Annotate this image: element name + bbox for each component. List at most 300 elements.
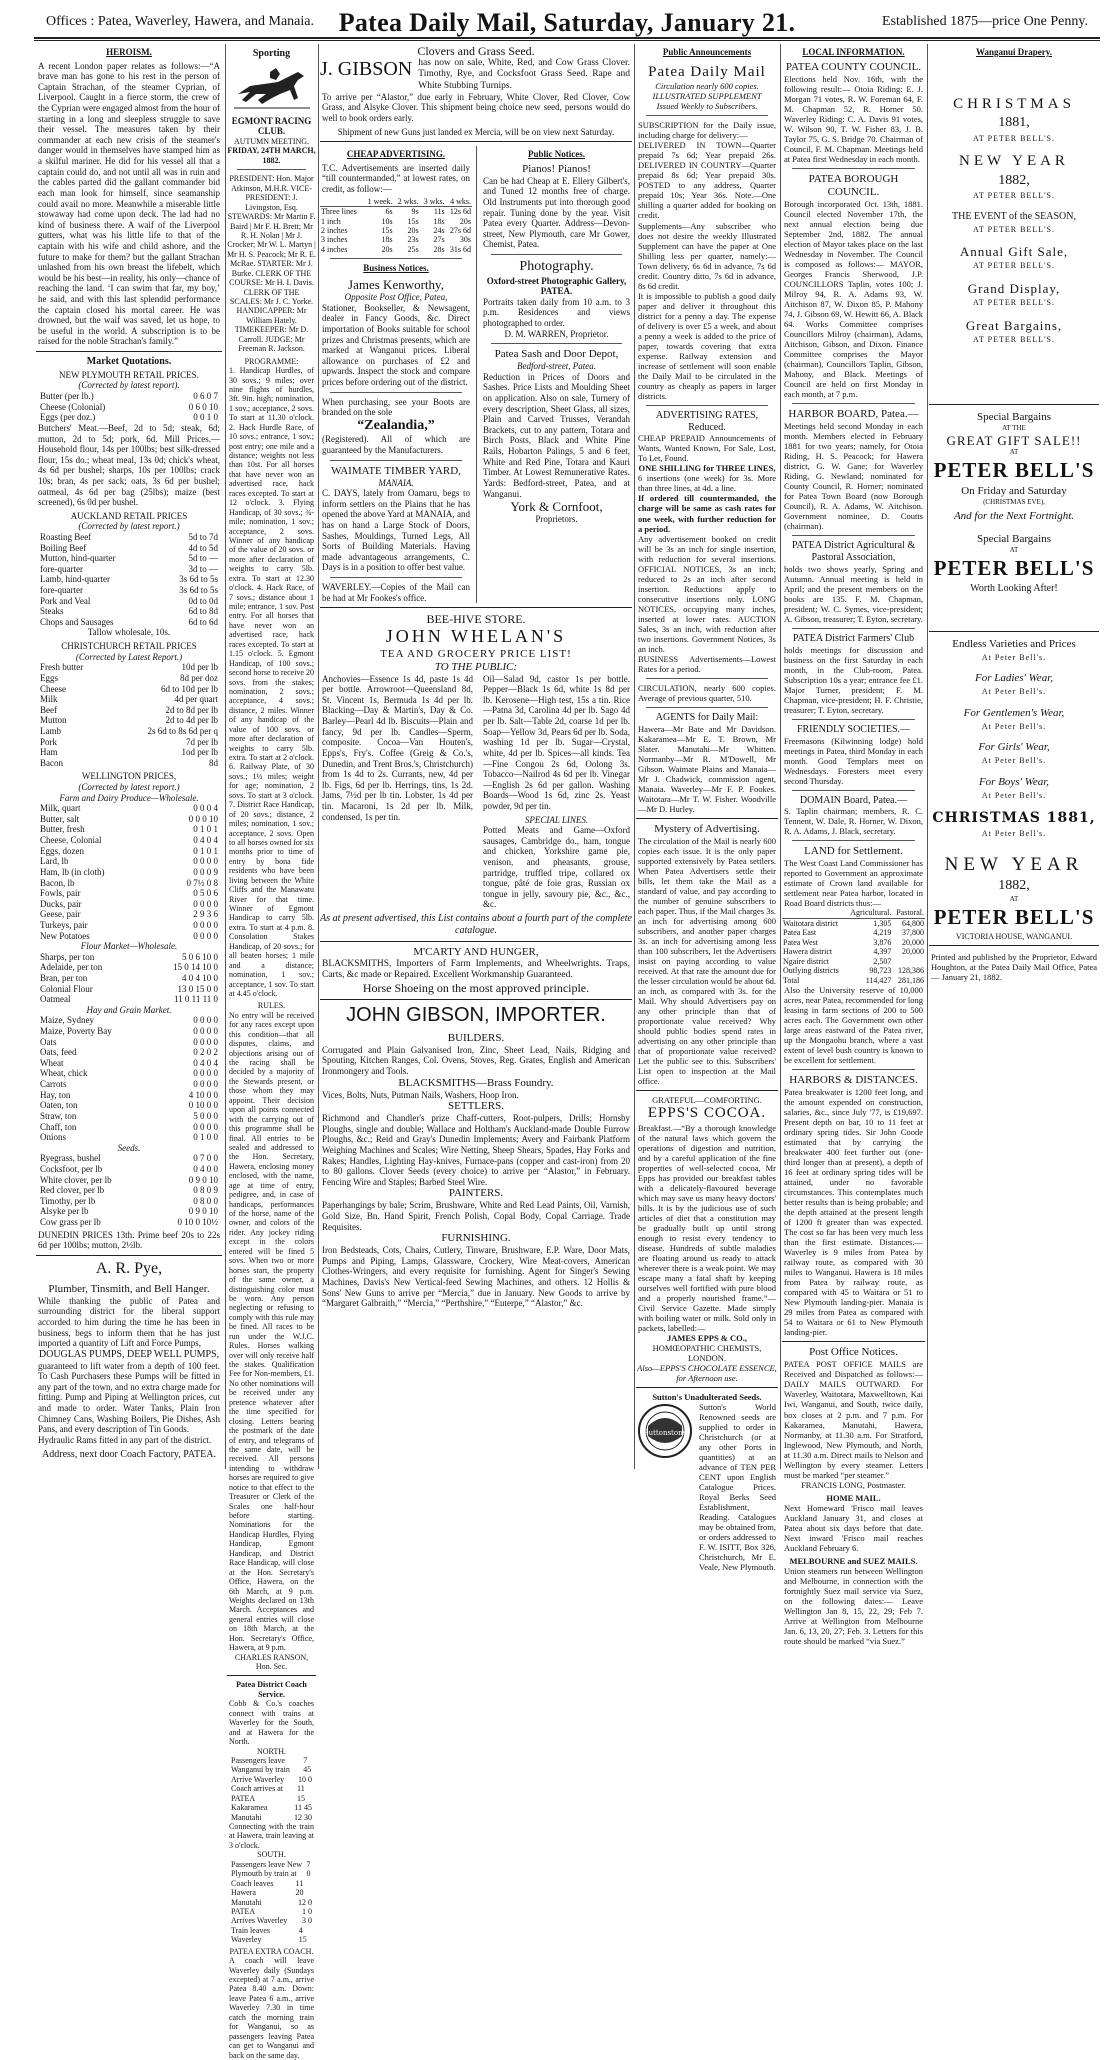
- paper-name: Patea Daily Mail: [648, 63, 766, 80]
- price-row: [40, 1079, 218, 1090]
- row-cell: 12 30: [294, 1812, 312, 1822]
- row-cell: Eggs (per doz.): [40, 412, 96, 423]
- column-heroism-market: [36, 44, 222, 1469]
- price-row: [40, 1026, 218, 1037]
- adv-ordered: If ordered till countermanded, the charge will be same as cash rates for one week, with further reduction for a period.: [638, 493, 776, 534]
- row-cell: 6d to 8d: [188, 606, 218, 617]
- at-peter-bells: AT PETER BELL'S.: [973, 224, 1055, 234]
- row-cell: Bacon: [40, 757, 63, 768]
- event-of-season: THE EVENT of the SEASON,: [952, 210, 1076, 222]
- cheap-advertising-text: T.C. Advertisements are inserted daily “till countermanded,” at lowest rates, on credit, as follow:—: [322, 162, 470, 195]
- timetable-row: [231, 1756, 312, 1775]
- price-row: [40, 835, 218, 846]
- catalogue-note: As at present advertised, this List contains about a fourth part of the complete catalogue.: [320, 913, 632, 936]
- timetable-row: [231, 1784, 312, 1803]
- peter-bells-name-3: PETER BELL'S: [933, 905, 1095, 930]
- table-cell: Agricultural.: [845, 908, 892, 918]
- gentlemen-wear: For Gentlemen's Wear,: [963, 706, 1065, 719]
- seal-lettering: Suttonstons: [643, 1429, 687, 1438]
- row-cell: Coach leaves Hawera: [231, 1878, 274, 1898]
- row-cell: 0 4 0 4: [193, 835, 218, 846]
- price-row: [40, 1122, 218, 1133]
- farmers-club-text: holds meetings for discussion and business on the first Saturday in each month, in the Club-room, Patea. Subscription 10s a year; entrance fee £1. Major Turner, president; F. M. Chapman, vice-president; H. F. Christie, treasurer; T. Eyton, secretary.: [784, 644, 923, 715]
- table-cell: 4,397: [873, 947, 892, 957]
- announcements-heading: Public Announcements: [662, 47, 752, 57]
- row-cell: Red clover, per lb: [40, 1185, 105, 1196]
- heroism-heading: HEROISM.: [106, 47, 152, 57]
- price-row: [40, 543, 218, 554]
- table-cell: 37,800: [902, 928, 924, 938]
- grand-display: Grand Display,: [967, 280, 1061, 296]
- timetable-row: [231, 1775, 312, 1784]
- seed-heading: Clovers and Grass Seed.: [417, 44, 535, 58]
- kenworthy-name: James Kenworthy,: [348, 276, 444, 292]
- victoria-house: VICTORIA HOUSE, WANGANUI.: [955, 931, 1073, 941]
- worth-looking: Worth Looking After!: [970, 583, 1058, 595]
- year-1882: 1882,: [998, 172, 1030, 188]
- gibson-importer: JOHN GIBSON, IMPORTER.: [346, 1004, 606, 1027]
- row-cell: 5 0 6 10 0: [182, 951, 218, 962]
- row-cell: Straw, ton: [40, 1110, 77, 1121]
- row-cell: Ryegrass, bushel: [40, 1153, 101, 1164]
- mccarty-heading: M'CARTY AND HUNGER,: [413, 945, 539, 958]
- row-cell: 1 0: [302, 1906, 312, 1916]
- row-cell: Butter, salt: [40, 813, 80, 824]
- york-sub: Proprietors.: [535, 514, 578, 525]
- price-row: [40, 1058, 218, 1069]
- hay-heading: Hay and Grain Market.: [86, 1004, 172, 1015]
- row-cell: Cheese: [40, 683, 66, 694]
- row-cell: Lard, lb: [40, 856, 69, 867]
- price-row: [40, 1100, 218, 1111]
- south-timetable: [227, 1860, 316, 1945]
- kenworthy-sub: Opposite Post Office, Patea,: [344, 292, 448, 303]
- county-council-heading: PATEA COUNTY COUNCIL.: [785, 60, 922, 73]
- post-office-text: PATEA POST OFFICE MAILS are Received and Dispatched as follows:— DAILY MAILS OUTWARD. For Waverley, Waitotara, Maxwelltown, Kai Iwi, Wanganui, and South, twice daily, box closes at 2 p.m. and 7 p.m. For Kakaramea, Manutahi, Hawera, Normanby, at 11.30 a.m. For Stratford, Inglewood, New Plymouth, and North, at 11.30 a.m. Direct mails to Nelson and Wellington by every steamer. Letters must be marked “per steamer.”: [784, 1359, 923, 1480]
- domain-board-text: S. Taplin chairman; members, R. C. Tennent, W. Dale, R. Horner, W. Dixon, R. A. Adams, J. Black, secretary.: [784, 806, 923, 837]
- row-cell: 13 0 15 0 0: [177, 983, 218, 994]
- row-cell: Fresh butter: [40, 662, 84, 673]
- row-cell: 0 10 0 0: [188, 1100, 218, 1111]
- row-cell: Bran, per ton: [40, 972, 88, 983]
- boys-wear: For Boys' Wear,: [978, 775, 1050, 788]
- endless-varieties: Endless Varieties and Prices: [952, 637, 1076, 650]
- settlers-heading: SETTLERS.: [448, 1100, 504, 1113]
- price-row: [40, 662, 218, 673]
- row-cell: Cocksfoot, per lb: [40, 1163, 103, 1174]
- row-cell: 0d to 0d: [188, 595, 218, 606]
- coach-text: Cobb & Co.'s coaches connect with trains at Waverley for the South, and at Hawera for the North.: [229, 1699, 314, 1747]
- row-cell: Onions: [40, 1132, 67, 1143]
- top-rule-thin: [34, 40, 1100, 41]
- row-cell: Passengers leave Wanganui by train: [231, 1755, 290, 1775]
- table-cell: Patea East: [783, 928, 817, 938]
- great-bargains: Great Bargains,: [965, 317, 1063, 333]
- table-cell: 12s 6d: [449, 207, 471, 217]
- row-cell: Fowls, pair: [40, 888, 81, 899]
- row-cell: Beef: [40, 704, 57, 715]
- row-cell: 0 1 0 0: [193, 1132, 218, 1143]
- row-cell: 0 6 0 10: [188, 401, 218, 412]
- row-cell: 4 10 0 0: [188, 1089, 218, 1100]
- row-cell: Oaten, ton: [40, 1100, 78, 1111]
- masthead-offices: Offices : Patea, Waverley, Hawera, and Manaia.: [46, 14, 314, 29]
- row-cell: 7d per lb: [186, 736, 218, 747]
- price-row: [40, 1164, 218, 1175]
- row-cell: Bacon, lb: [40, 877, 75, 888]
- row-cell: Pork and Veal: [40, 595, 91, 606]
- table-cell: Patea West: [783, 937, 818, 947]
- price-row: [40, 532, 218, 543]
- pye-text2: guaranteed to lift water from a depth of 100 feet. To Cash Purchasers these Pumps will be fitted in any part of the town, and no extra charge made for fitting. Pump and Piping at Wellington prices, cut and made to order. Water Tanks, Plain Iron Chimney Cans, Washing Boilers, Pie Dishes, Ash Pans, and every description of Tin Goods.: [38, 1360, 221, 1435]
- row-cell: Arrives Waverley: [231, 1916, 288, 1926]
- table-cell: 3,876: [873, 937, 892, 947]
- price-row: [40, 984, 218, 995]
- circulation-text: CIRCULATION, nearly 600 copies. Average of previous quarter, 510.: [638, 682, 776, 703]
- row-cell: 4d per quart: [174, 694, 218, 705]
- blacksmiths-text: Vices, Bolts, Nuts, Putman Nails, Washers, Hoop Iron.: [322, 1089, 519, 1100]
- table-cell: [782, 908, 845, 918]
- special-bargains-2: Special Bargains: [976, 533, 1052, 546]
- price-row: [40, 758, 218, 769]
- row-cell: Adelaide, per ton: [40, 962, 103, 973]
- york-cornfoot: York & Cornfoot,: [510, 499, 603, 515]
- table-cell: 20,000: [902, 947, 924, 957]
- timetable-row: [231, 1898, 312, 1907]
- price-row: [40, 952, 218, 963]
- sporting-heading: Sporting: [252, 48, 291, 59]
- column-divider: [927, 44, 928, 1469]
- grateful-comforting: GRATEFUL—COMFORTING.: [652, 1095, 762, 1106]
- painters-heading: PAINTERS.: [448, 1187, 504, 1200]
- table-header-row: [782, 908, 925, 918]
- grocery-list-left: Anchovies—Essence 1s 4d, paste 1s 4d per bottle. Arrowroot—Queensland 8d, St. Vincent 1s, Bermuda 1s 4d per lb. Blacking—Day & Martin's, Day & Co. Barley—Pearl 4d lb. Biscuits—Plain and fancy, 9d per lb. Candles—Sperm, composite. Cocoa—Van Houten's, Epps's, Fry's. Coffee (Greig & Co.'s, Dunedin, and Trent Bros.'s, Christchurch) from 1s 4d to 2s. Currants, new, 4d per lb. Figs, 6d per lb. Herrings, tins, 1s 2d. Jams, 7½d per lb tin. Lobster, 1s 4d per tin. Macaroni, 1s 2d per lb. Milk, condensed, 1s per tin.: [322, 673, 473, 822]
- table-cell: 1 week.: [363, 197, 394, 207]
- painters-text: Paperhangings by bale; Scrim, Brushware, White and Red Lead Paints, Oil, Varnish, Gold Size, Bn. Hand Spirit, French Polish, Copal Body, Copal Carriage. Trade Requisites.: [322, 1200, 630, 1232]
- price-row: [40, 1196, 218, 1207]
- flour-heading: Flour Market—Wholesale.: [80, 941, 178, 952]
- column-sporting: [227, 44, 316, 2060]
- north-timetable: [227, 1756, 316, 1822]
- at-pb-6: At Peter Bell's.: [981, 828, 1047, 838]
- row-cell: Boiling Beef: [40, 542, 87, 553]
- row-cell: 8d: [209, 757, 218, 768]
- epps-company: JAMES EPPS & CO.,: [666, 1333, 748, 1344]
- price-row: [40, 1175, 218, 1186]
- rules-text: No entry will be received for any races except upon this condition—that all disputes, claims, and objections arising out of the racing shall be decided by a majority of the Stewards present, or those whom they may appoint. Their decision upon all points connected with the carrying out of this programme shall be final. All entries to be sealed and addressed to the Hon. Secretary, Hawera, enclosing money enclosed, with the name, age at time of entry, pedigree, and, in case of handicaps, performances of the horse, name of the owner, and colors of the rider. Any jockey riding except in the colors entered will be fined 5 sovs. When two or more horses start, the property of the same owner, a distinguishing color must be worn. Any person neglecting or refusing to comply with this rule may be fined. All races to be run under the W.J.C. Rules. Horses walking over will only receive half the stakes. Qualification Fee for Non-members, £1. No other nominations will be received under any pretence whatever after the time specified for closing. Letters bearing the postmark of the date of entry, and telegrams of the same date, will be received. All persons intending to withdraw horses are required to give notice to that effect to the Treasurer or Clerk of the Scales one half-hour before starting. Nominations for the Handicap Hurdles, Flying Handicap, Egmont Handicap, and District Race Handicap, will close at the Hon. Secretary's Office, Hawera, on the 6th March, at 9 p.m. Weights declared on 13th March. Acceptances and general entries will close on 18th March, at the Hon. Secretary's Office, Hawera, at 9 p.m.: [229, 1010, 314, 1653]
- mystery-text: The circulation of the Mail is nearly 600 copies each issue. It is the only paper supported extensively by Patea settlers. When Patea Advertisers settle their bills, let them take the Mail as a standard of value, and pay according to the number of genuine subscribers to each paper. Thus, if the Mail charges 3s. an inch for advertising among 600 subscribers, and another paper charges 3s. an inch for advertising among less than 100 subscribers, let the Advertisers insist on paying according to value received. At that rate the amount due for the lesser circulation would be about 6d. an inch, as compared with 3s. for the Mail. Why should Advertisers pay on any other principle than that of proportionate value received? Why should public bodies spend rates in advertising on any other principle than that of proportionate value received? Let the public see to this. Subscribers' List open to inspection at the Mail office.: [638, 835, 776, 1087]
- table-cell: 20,000: [902, 937, 924, 947]
- row-cell: 0 7½ 0 8: [186, 877, 218, 888]
- table-cell: Total: [783, 975, 800, 985]
- pye-name: A. R. Pye,: [95, 1259, 163, 1277]
- ladies-wear: For Ladies' Wear,: [974, 672, 1054, 685]
- row-cell: 4d to 5d: [188, 542, 218, 553]
- table-cell: 18s: [433, 216, 445, 226]
- row-cell: 0 0 0 0: [193, 1015, 218, 1026]
- table-row: [320, 207, 472, 217]
- at-word-3: AT: [1009, 894, 1019, 903]
- table-cell: 15s: [407, 216, 419, 226]
- masthead-title: Patea Daily Mail, Saturday, January 21.: [338, 8, 796, 37]
- special-lines-heading: SPECIAL LINES.: [524, 814, 589, 825]
- home-mail-heading: HOME MAIL.: [826, 1492, 881, 1503]
- row-cell: 3d to —: [188, 563, 218, 574]
- north-heading: NORTH.: [256, 1746, 287, 1756]
- table-cell: Pastoral.: [892, 908, 925, 918]
- year-1881: 1881,: [998, 115, 1030, 131]
- gibson-name: J. GIBSON: [320, 58, 413, 81]
- price-row: [40, 973, 218, 984]
- row-cell: 12 0: [298, 1897, 312, 1907]
- christmas-eve: (CHRISTMAS EVE),: [983, 497, 1045, 506]
- wel-heading: WELLINGTON PRICES,: [81, 771, 177, 782]
- row-cell: Geese, pair: [40, 909, 81, 920]
- row-cell: 0 10 0 10½: [177, 1217, 218, 1227]
- epps-also: Also—EPPS'S CHOCOLATE ESSENCE, for Afternoon use.: [637, 1363, 777, 1384]
- new-year-word: NEW YEAR: [959, 153, 1069, 170]
- table-cell: Waitotara district: [783, 918, 839, 928]
- table-cell: 15s: [381, 225, 393, 235]
- new-year-large: NEW YEAR: [944, 853, 1084, 875]
- mccarty-text: BLACKSMITHS, Importers of Farm Implements, and Wheelwrights. Traps, Carts, &c made or Repaired. Excellent Workmanship Guaranteed.: [322, 958, 630, 980]
- row-cell: 0 4 0 0: [193, 1163, 218, 1174]
- adv-rates-heading: ADVERTISING RATES, Reduced.: [655, 409, 759, 433]
- row-cell: 4 15: [298, 1925, 307, 1945]
- table-cell: 64,800: [902, 918, 924, 928]
- row-cell: Butter (per lb.): [40, 391, 94, 402]
- price-row: [40, 899, 218, 910]
- row-cell: Cheese, Colonial: [40, 835, 102, 846]
- price-row: [40, 553, 218, 564]
- table-cell: 98,723: [869, 966, 892, 976]
- row-cell: Ham, lb (in cloth): [40, 866, 105, 877]
- row-cell: Oatmeal: [40, 994, 71, 1005]
- row-cell: 7 0: [306, 1859, 311, 1879]
- borough-council-text: Borough incorporated Oct. 13th, 1881. Council elected November 17th, the next annual election being due September 2nd, 1882. The annual election of Mayor takes place on the last Wednesday in November. The Council is composed as follows:— MAYOR, Georges Francis Sherwood, J.P. COUNCILLORS Taplin, votes 100; J. Milroy 94, R. A. Adams 93, W. Aitchison 87, W. Dixon 85, P. Mahony 74, J. Gibson 69, W. Hewitt 66, A. Black 64. Works Committee comprises Councillors Milroy (chairman), Adams, Aitchison, Gibson, and Dixon. Finance Committee comprises the Mayor (chairman), Councillors Taplin, Gibson, Mahony, and Black. Meetings of Council are held on first Monday in each month, at 7 p.m.: [784, 198, 923, 399]
- mystery-heading: Mystery of Advertising.: [654, 822, 760, 835]
- table-cell: 1 inch: [321, 216, 341, 226]
- row-cell: 0 0 1 0: [193, 412, 218, 423]
- table-cell: 2,507: [873, 956, 892, 966]
- price-row: [40, 684, 218, 695]
- price-row: [40, 715, 218, 726]
- timetable-row: [231, 1813, 312, 1822]
- price-row: [40, 1068, 218, 1079]
- pye-trade: Plumber, Tinsmith, and Bell Hanger.: [48, 1282, 210, 1295]
- row-cell: Alsyke per lb: [40, 1206, 89, 1217]
- ch-sub: (Corrected by Latest Report.): [75, 651, 183, 662]
- table-cell: Ngaire district: [783, 956, 829, 966]
- row-cell: Maize, Sydney: [40, 1015, 94, 1026]
- row-cell: 8d per doz: [180, 672, 218, 683]
- price-row: [40, 846, 218, 857]
- np-prices-text: Butchers' Meat.—Beef, 2d to 5d; steak, 6d; mutton, 2d to 5d; pork, 6d. Mill Prices.—Household flour, 14s per 100lbs; best silk-dressed flour, 15s do.; wheat meal, 13s 0d; chick's wheat, 4s 6d per bushel; sharps, 10s per 100lbs; crack 10s; bran, 4s per sack; oats, 3s 6d per bushel; oatmeal, 4s 6d per bag (25lbs); maize (best screened), 6s 0d per bushel.: [38, 422, 220, 508]
- drapery-heading: Wanganui Drapery.: [975, 47, 1052, 57]
- row-cell: 0 0 0 0: [193, 1079, 218, 1090]
- row-cell: 4 0 4 10 0: [182, 972, 218, 983]
- row-cell: Passengers leave New Plymouth by train at: [231, 1859, 303, 1879]
- row-cell: PATEA: [231, 1906, 256, 1916]
- auck-price-rows: [36, 532, 222, 627]
- row-cell: 0 9 0 10: [188, 1206, 218, 1217]
- guns-notice: Shipment of new Guns just landed ex Mercia, will be on view next Saturday.: [337, 126, 615, 137]
- table-cell: 20s: [459, 216, 471, 226]
- melbourne-mail-text: Union steamers run between Wellington and Melbourne, in connection with the fortnightly Suez mail service via Suez, on the following dates:— Leave Wellington Jan 8, 15, 22, 29; Feb 7. Arrive at Wellington from Melbourne Jan. 6, 13, 20, 27; Feb. 3. Letters for this route should be marked “via Suez.”: [784, 1565, 923, 1646]
- price-row: [40, 596, 218, 607]
- price-row: [40, 402, 218, 413]
- builders-text: Corrugated and Plain Galvanised Iron, Zinc, Sheet Lead, Nails, Ridging and Spouting, Kitchen Ranges, Col. Ovens, Stoves, Reg. Grates, English and American Ironmongery and Tools.: [322, 1044, 630, 1076]
- farmers-club-heading: PATEA District Farmers' Club: [792, 632, 915, 644]
- price-row: [40, 1047, 218, 1058]
- auck-sub: (Corrected by latest report.): [78, 521, 180, 532]
- row-cell: 0 1 0 1: [193, 845, 218, 856]
- row-cell: Ducks, pair: [40, 898, 82, 909]
- ch-heading: CHRISTCHURCH RETAIL PRICES: [61, 641, 197, 652]
- business-heading: Business Notices.: [363, 263, 429, 274]
- special-bargains: Special Bargains: [976, 411, 1052, 424]
- at-peter-bells: AT PETER BELL'S.: [973, 298, 1055, 308]
- row-cell: 0 0 0 0: [193, 919, 218, 930]
- hay-price-rows: [36, 1015, 222, 1142]
- price-row: [40, 1206, 218, 1217]
- photography-sub: Oxford-street Photographic Gallery, PATEA.: [486, 275, 627, 297]
- row-cell: Carrots: [40, 1079, 67, 1090]
- row-cell: Oats, feed: [40, 1047, 77, 1058]
- table-cell: 281,186: [898, 975, 924, 985]
- at-pb-5: At Peter Bell's.: [981, 790, 1047, 800]
- row-cell: Arrive Waverley: [231, 1774, 285, 1784]
- rules-heading: RULES.: [257, 1001, 286, 1011]
- table-cell: 24s: [433, 225, 445, 235]
- beehive-heading: BEE-HIVE STORE.: [426, 612, 526, 627]
- row-cell: 0 1 0 1: [193, 824, 218, 835]
- table-cell: [892, 957, 925, 966]
- row-cell: 0 0 0 0: [193, 930, 218, 941]
- at-word-2: AT: [1009, 546, 1019, 555]
- row-cell: 0 0 0 0: [193, 1036, 218, 1047]
- secretary: CHARLES RANSON, Hon. Sec.: [234, 1652, 309, 1672]
- row-cell: 7 45: [303, 1755, 312, 1775]
- land-table: [782, 908, 925, 985]
- zealandia-post: (Registered). All of which are guaranteed by the Manufacturers.: [322, 434, 470, 456]
- pye-text3: Hydraulic Rams fitted in any part of the district.: [38, 1434, 212, 1445]
- row-cell: 0 0 0 0: [193, 1121, 218, 1132]
- row-cell: 1od per lb: [181, 747, 218, 758]
- row-cell: 6d to 10d per lb: [161, 683, 218, 694]
- borough-council-heading: PATEA BOROUGH COUNCIL.: [808, 172, 899, 198]
- row-cell: Wheat, chick: [40, 1068, 88, 1079]
- masthead: [34, 8, 1100, 37]
- row-cell: 2s 6d to 8s 6d per q: [147, 725, 218, 736]
- row-cell: Wheat: [40, 1057, 64, 1068]
- at-peter-bells: AT PETER BELL'S.: [973, 334, 1055, 344]
- sutton-text: Sutton's World Renowned seeds are supplied to order in Christchurch (or at any other Ports in quantities) at an advance of TEN PER CENT upon English Catalogue Prices. Royal Berks Seed Establishment, Reading. Catalogues may be obtained from, or orders addressed to F. W. ISITT, Box 326, Christchurch, Mr E. Veale, New Plymouth.: [699, 1402, 776, 1573]
- column-drapery: [929, 44, 1099, 1469]
- row-cell: White clover, per lb: [40, 1174, 112, 1185]
- seeds-price-rows: [36, 1153, 222, 1227]
- column-announcements: [636, 44, 778, 1573]
- whelan-name: JOHN WHELAN'S: [385, 626, 567, 647]
- price-row: [40, 867, 218, 878]
- peter-bells-name-2: PETER BELL'S: [933, 556, 1095, 581]
- timetable-row: [231, 1803, 312, 1812]
- settlers-text: Richmond and Chandler's prize Chaff-cutters, Root-pulpers, Drills; Hornsby Ploughs, single and double; Wallace and Holtham's Auckland-made Double Furrow Ploughs, &c.; Reid and Gray's Dunedin Implements; Avery and Fairbank Platform Weighing Machines and Scales; Wire Netting, Sheep Shears, Spades, Hay Forks and Rakes; Handles, Lighting Hay-knives, Furnace-pans (copper and cast-iron) from 20 to 80 gallons. Clover Seeds (every choice) to arrive per “Alastor,” in February. Fencing Wire and Staples; Barbed Steel Wire.: [322, 1113, 630, 1187]
- price-row: [40, 412, 218, 423]
- county-council-text: Elections held Nov. 16th, with the following result:— Otoia Riding: E. J. Morgan 71 votes, R. W. Foreman 64, F. M. Chapman 52, R. Horner 50. Waverley Riding: C. A. Davis 91 votes, W. Wilson 90, T. W. Fisher 83, J. B. Taylor 75, G. S. Bridge 70. Chairman of Council, F. M. Chapman. Meetings held at Patea first Wednesday in each month.: [784, 73, 923, 164]
- row-cell: New Potatoes: [40, 930, 90, 941]
- flour-price-rows: [36, 952, 222, 1005]
- column-divider: [225, 44, 226, 1469]
- special-lines-text: Potted Meats and Game—Oxford sausages, Cambridge do., ham, tongue and chicken, Yorkshire game pie, venison, and pheasants, grouse, partridge, truffled tripe, collared ox tongue, pâté de foie gras, Russian ox tongue in jelly, savoury pie, &c., &c., &c.: [483, 825, 630, 910]
- builders-heading: BUILDERS.: [447, 1031, 505, 1044]
- ch-price-rows: [36, 662, 222, 768]
- table-cell: Outlying districts: [783, 966, 839, 976]
- row-cell: 0 0 0 0: [193, 1068, 218, 1079]
- row-cell: 0 0 0 0: [193, 898, 218, 909]
- christmas-word: CHRISTMAS: [953, 95, 1075, 112]
- row-cell: Train leaves Waverley: [231, 1925, 271, 1945]
- row-cell: Timothy, per lb: [40, 1195, 96, 1206]
- epps-cocoa: EPPS'S COCOA.: [647, 1105, 767, 1122]
- price-row: [40, 888, 218, 899]
- grocery-list-right: Oil—Salad 9d, castor 1s per bottle. Pepper—Black 1s 6d, white 1s 8d per lb. Kerosene—High test, 15s a tin. Rice—Patna 3d, Carolina 4d per lb. Sago 4d per lb. Salt—Table 2d, coarse 1d per lb. Soap—Yellow 3d, Pears 6d per lb. Soda, washing 1d per lb. Sugar—Crystal, white, 4d per lb. Spices—all kinds. Tea—Fine Congou 2s 6d, Oolong 3s. Tobacco—Nailrod 4s 6d per lb. Vinegar—English 2s 6d per gallon. Washing Boards—Wood 1s 6d, zinc 2s. Yeast powder, 9d per tin.: [483, 673, 630, 811]
- row-cell: fore-quarter: [40, 563, 83, 574]
- market-heading: Market Quotations.: [86, 356, 172, 368]
- table-cell: 9s: [411, 207, 419, 217]
- column-divider: [634, 44, 635, 1469]
- extra-coach-heading: PATEA EXTRA COACH.: [229, 1946, 314, 1956]
- wel-sub2: Farm and Dairy Produce—Wholesale.: [59, 792, 199, 803]
- gibson-text: has now on sale, White, Red, and Cow Grass Clover. Timothy, Rye, and Cocksfoot Grass Seed. Rape and White Stubbing Turnips.: [418, 58, 630, 91]
- supplements-text: Supplements—Any subscriber who does not desire the weekly Illustrated Supplement can have the paper at One Shilling less per quarter, namely:—Town delivery, 6s 6d in advance, 7s 6d credit. Country ditto, 7s 6d in advance, 8s 6d credit.: [638, 220, 776, 291]
- local-info-heading: LOCAL INFORMATION.: [802, 47, 905, 57]
- price-row: [40, 878, 218, 889]
- table-cell: 23s: [407, 235, 419, 245]
- row-cell: Maize, Poverty Bay: [40, 1026, 112, 1037]
- table-cell: 10s: [381, 216, 393, 226]
- blacksmiths-heading: BLACKSMITHS—Brass Foundry.: [398, 1076, 554, 1089]
- agricultural-heading: PATEA District Agricultural & Pastoral Association,: [791, 540, 916, 563]
- row-cell: 6d to 6d: [188, 616, 218, 627]
- timetable-row: [231, 1879, 312, 1898]
- row-cell: Butter, fresh: [40, 824, 85, 835]
- dunedin-prices: DUNEDIN PRICES 13th. Prime beef 20s to 22s 6d per 100lbs; mutton, 2½lb.: [38, 1229, 220, 1251]
- price-row: [40, 909, 218, 920]
- row-cell: 3s 6d to 5s: [179, 585, 218, 596]
- row-cell: Lamb: [40, 725, 61, 736]
- subscription-text: DELIVERED IN TOWN—Quarter prepaid 7s 6d; Year prepaid 26s. DELIVERED IN COUNTRY—Quarter prepaid 8s 6d; Year prepaid 30s. POSTED to any address, Quarter prepaid 10s; Year 36s. Note.—One shilling a quarter added for booking on credit.: [638, 140, 776, 221]
- supplement-explanation: It is impossible to publish a good daily paper and deliver it throughout this district for a penny a day. The expense of delivery is over £5 a week, and about a penny a week is added to the price of paper, towards covering that extra expense. Railway extension and increase of settlement will soon enable the Daily Mail to be circulated in the country as cheaply as papers in larger districts.: [638, 290, 776, 401]
- price-row: [40, 737, 218, 748]
- table-cell: 4 wks.: [446, 197, 472, 207]
- price-row: [40, 920, 218, 931]
- sash-sub: Bedford-street, Patea.: [516, 361, 597, 372]
- price-row: [40, 1217, 218, 1228]
- club-officers: PRESIDENT: Hon. Major Atkinson, M.H.R. VICE-PRESIDENT: J. Livingston, Esq. STEWARDS: Mr Martin F. Baird | Mr F. H. Brett; Mr R. H. Nolan | Mr J. Crocker; Mr W. L. Martyn | Mr H. S. Peacock; Mr R. E. McRae. STARTER: Mr J. Burke. CLERK OF THE COURSE: Mr H. I. Davis. CLERK OF THE SCALES: Mr J. C. Yorke. HANDICAPPER: Mr William Hately. TIMEKEEPER: Mr D. Carroll. JUDGE: Mr Freeman R. Jackson.: [227, 174, 316, 354]
- table-cell: 2 wks.: [394, 197, 420, 207]
- row-cell: Turkeys, pair: [40, 919, 88, 930]
- row-cell: Chaff, ton: [40, 1121, 77, 1132]
- np-price-rows: [36, 391, 222, 423]
- price-row: [40, 1111, 218, 1122]
- row-cell: Lamb, hind-quarter: [40, 574, 110, 585]
- at-the: AT THE: [1002, 424, 1026, 433]
- at-peter-bells: AT PETER BELL'S.: [973, 261, 1055, 271]
- row-cell: 0 7 0 0: [193, 1153, 218, 1164]
- agents-heading: AGENTS for Daily Mail:: [655, 711, 759, 723]
- row-cell: 0 0 0 10: [188, 813, 218, 824]
